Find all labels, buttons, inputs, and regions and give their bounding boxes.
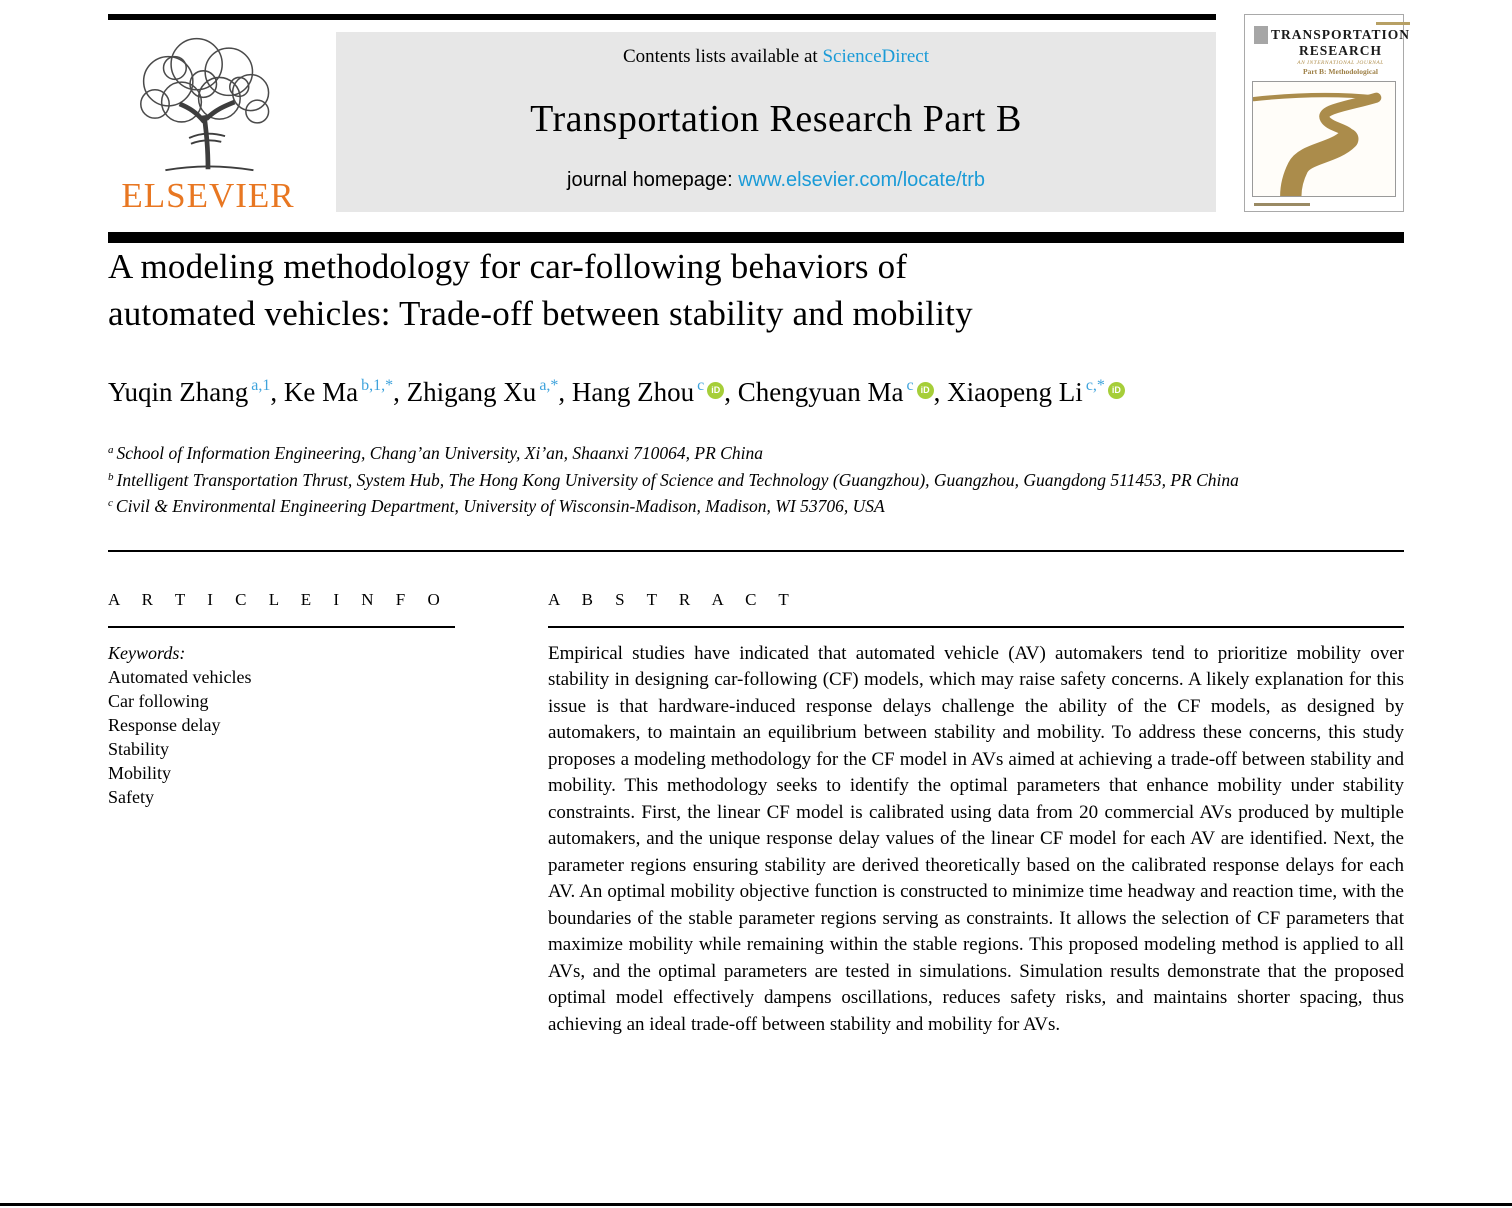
- contents-line: [346, 46, 1206, 68]
- journal-banner: [336, 32, 1216, 212]
- homepage-line: [346, 169, 1206, 192]
- keywords-label: Keywords:: [108, 642, 186, 663]
- affiliation-label: c: [108, 497, 113, 509]
- homepage-prefix: journal homepage:: [567, 169, 739, 191]
- author-name: Hang Zhou: [571, 377, 695, 407]
- author-affiliation-superscript: b,1,*: [361, 377, 394, 394]
- info-abstract-columns: [108, 590, 1404, 1039]
- elsevier-wordmark: ELSEVIER: [121, 176, 295, 215]
- author-affiliation-superscript: c,*: [1085, 377, 1105, 394]
- author-list: [108, 373, 1404, 416]
- journal-title: Transportation Research Part B: [530, 97, 1022, 140]
- cover-title-line1: TRANSPORTATION: [1271, 27, 1411, 42]
- author-name: Yuqin Zhang: [108, 377, 249, 407]
- author-name: Chengyuan Ma: [737, 377, 904, 407]
- keyword-item: Safety: [108, 786, 154, 807]
- keywords-block: [108, 641, 455, 809]
- orcid-icon[interactable]: iD: [1108, 382, 1125, 399]
- winding-road-icon: [1253, 82, 1396, 196]
- author-name: Ke Ma: [283, 377, 359, 407]
- author-separator: ,: [393, 377, 407, 407]
- affiliation-label: b: [108, 470, 114, 483]
- orcid-icon[interactable]: iD: [917, 382, 934, 399]
- contents-prefix: Contents lists available at: [622, 46, 823, 67]
- author-affiliation-superscript: a,1: [251, 377, 271, 394]
- orcid-icon[interactable]: iD: [707, 382, 724, 399]
- keyword-item: Automated vehicles: [108, 666, 252, 687]
- elsevier-logo: [108, 32, 308, 216]
- author-separator: ,: [724, 377, 738, 407]
- keywords-list: [108, 665, 455, 809]
- cover-titles: [1271, 22, 1410, 76]
- keyword-item: Mobility: [108, 762, 172, 783]
- affiliation-text: Civil & Environmental Engineering Department, University of Wisconsin-Madison, Madison, WI 53706, USA: [115, 496, 885, 516]
- article-title-line1: A modeling methodology for car-following behaviors of: [108, 247, 908, 286]
- author-separator: ,: [270, 377, 284, 407]
- page-bottom-rule: [0, 1203, 1512, 1206]
- editor-microtext: [1254, 203, 1310, 206]
- section-divider-rule: [108, 550, 1404, 552]
- author-separator: ,: [558, 377, 572, 407]
- keyword-item: Stability: [108, 738, 170, 759]
- affiliation-row: [108, 495, 1404, 522]
- article-title-line2: automated vehicles: Trade-off between stability and mobility: [108, 294, 973, 333]
- cover-header: [1252, 22, 1411, 77]
- article-info-column: [108, 590, 455, 1039]
- issn-microtext: [1376, 22, 1410, 25]
- cover-title-line2: RESEARCH: [1299, 42, 1383, 58]
- author-name: Xiaopeng Li: [947, 377, 1083, 407]
- cover-elsevier-mini-logo-icon: [1254, 26, 1268, 44]
- affiliation-row: [108, 442, 1404, 469]
- author-name: Zhigang Xu: [406, 377, 537, 407]
- affiliation-text: School of Information Engineering, Chang’an University, Xi’an, Shaanxi 710064, PR China: [116, 443, 763, 463]
- header-divider-bar: [108, 232, 1404, 243]
- affiliation-label: a: [108, 444, 114, 456]
- author-separator: ,: [933, 377, 948, 407]
- abstract-rule: [548, 626, 1404, 628]
- abstract-heading: A B S T R A C T: [548, 589, 794, 609]
- abstract-column: [548, 590, 1404, 1039]
- author-affiliation-superscript: c: [697, 377, 705, 394]
- affiliation-text: Intelligent Transportation Thrust, System Hub, The Hong Kong University of Science and Technology (Guangzhou), Guangzhou, Guangdong 511453, PR China: [116, 469, 1239, 490]
- sciencedirect-link[interactable]: ScienceDirect: [822, 46, 930, 67]
- affiliation-list: [108, 442, 1404, 522]
- keyword-item: Response delay: [108, 714, 221, 735]
- article-info-heading: A R T I C L E I N F O: [108, 589, 445, 609]
- journal-cover-thumbnail[interactable]: [1244, 14, 1411, 212]
- header-band: [108, 14, 1216, 216]
- affiliation-row: [108, 469, 1404, 496]
- author-affiliation-superscript: a,*: [539, 377, 559, 394]
- abstract-text: Empirical studies have indicated that automated vehicle (AV) automakers tend to prioritize mobility over stability in designing car-following (CF) models, which may raise safety concerns. A likely explanation for this issue is that hardware-induced response delays challenge the ability of the CF models, as designed by automakers, to maintain an equilibrium between stability and mobility. To address these concerns, this study proposes a modeling methodology for the CF model in AVs aimed at achieving a trade-off between stability and mobility. This methodology seeks to identify the optimal parameters that enhance mobility under stability constraints. First, the linear CF model is calibrated using data from 20 commercial AVs produced by multiple automakers, and the unique response delay values of the linear CF model for each AV are identified. Next, the parameter regions ensuring stability are derived theoretically based on the calibrated response delays for each AV. An optimal mobility objective function is constructed to minimize time headway and reaction time, with the boundaries of the stable parameter regions serving as constraints. It allows the selection of CF parameters that maximize mobility while remaining within the stable regions. This proposed modeling method is applied to all AVs, and the optimal parameters are tested in simulations. Simulation results demonstrate that the proposed optimal model effectively dampens oscillations, reduces safety risks, and maintains shorter spacing, thus achieving an ideal trade-off between stability and mobility for AVs.: [548, 642, 1404, 1035]
- journal-header: [108, 14, 1411, 216]
- cover-part-line: Part B: Methodological: [1303, 67, 1379, 77]
- article-info-rule: [108, 626, 455, 628]
- homepage-link[interactable]: www.elsevier.com/locate/trb: [738, 169, 985, 191]
- article-title: [108, 243, 1404, 337]
- author-affiliation-superscript: c: [906, 377, 914, 394]
- cover-road-art: [1252, 81, 1396, 197]
- elsevier-tree-icon: [113, 32, 303, 174]
- keyword-item: Car following: [108, 690, 209, 711]
- cover-subtitle: AN INTERNATIONAL JOURNAL: [1297, 60, 1384, 67]
